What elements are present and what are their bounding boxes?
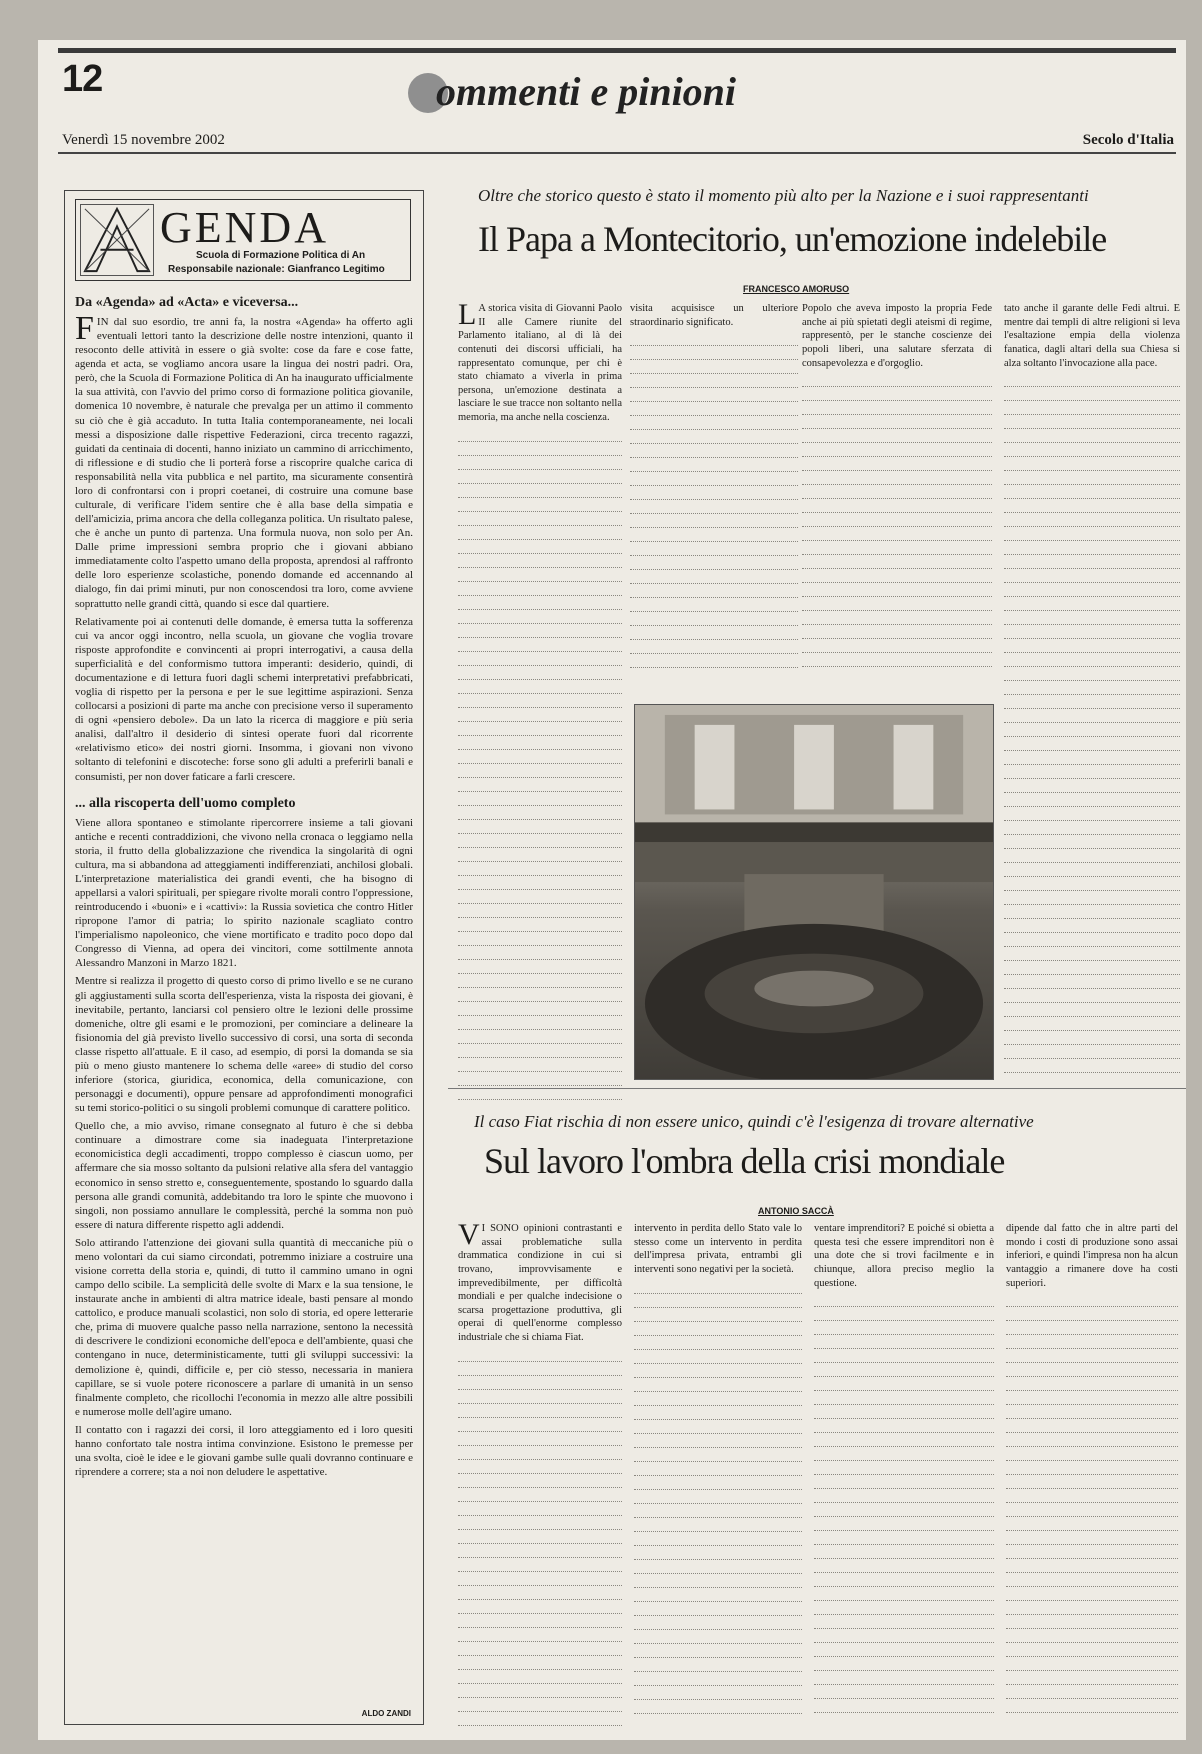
agenda-signature: ALDO ZANDI bbox=[361, 1709, 411, 1718]
agenda-logo-word: GENDA bbox=[160, 203, 329, 252]
agenda-paragraph: Solo attirando l'attenzione dei giovani sulla quantità di meccaniche più o meno volontari da cui siamo circondati, potremmo iniziare a costruire una visione corretta della storia e, quindi, di tutto il cammino umano in ogni campo dello scibile. La semplicità delle svolte di Marx e la sua tensione, le instaurate anche in ambienti di altra matrice ideale, basti pensare al mondo cattolico, e produce manuali scolastici, non solo di storia, ed opere letterarie che, prima di muovere qualche passo nella narrazione, sentono la necessità di descrivere le condizioni economiche dell'epoca e dell'ambiente, quasi che contengano in nuce, deterministicamente, tutti gli sviluppi successivi: la demolizione è, quindi, difficile e, per ciò stesso, necessaria in maniera capillare, se si vuole potere riconoscere a parlare di umanità in un senso finalmente completo, che ricollochi l'economia in mezzo alle altre possibili e numerose molle dell'agire umano. bbox=[75, 1236, 413, 1418]
article1-column-1 bbox=[458, 302, 622, 1124]
article2-column-4 bbox=[1006, 1222, 1178, 1732]
article2-headline: Sul lavoro l'ombra della crisi mondiale bbox=[484, 1141, 1005, 1181]
text-filler bbox=[458, 1349, 622, 1732]
agenda-logo-subtitle: Scuola di Formazione Politica di An bbox=[196, 250, 366, 261]
agenda-paragraph: Viene allora spontaneo e stimolante ripercorrere insieme a tali giovani antiche e recenti contraddizioni, che vivono nella cronaca o leggiamo nella storia, il frutto della globalizzazione che rivendica la singolarità di ogni cultura, ma si abbandona ad atteggiamenti indifferenziati, anchilosi globali. L'interpretazione materialistica dei grandi eventi, che ha bisogno di appellarsi a valori spirituali, per spiegare rivolte morali contro l'oppressione, reintroducendo i «buoni» e i «cattivi»: la Russia sovietica che contro Hitler ripropone l'amor di patria; lo spirito nazionale scagliato contro l'imperialismo napoleonico, che viene mortificato e tradito poco dopo dal Congresso di Vienna, ad opera dei vincitori, come sottilmente annota Alessandro Manzoni in Marzo 1821. bbox=[75, 816, 413, 970]
agenda-logo-responsible: Responsabile nazionale: Gianfranco Legitimo bbox=[168, 264, 385, 275]
page-number: 12 bbox=[62, 58, 103, 100]
agenda-box bbox=[64, 190, 424, 1725]
article1-col2-text: visita acquisisce un ulteriore straordinario significato. bbox=[630, 303, 798, 328]
article2-column-3 bbox=[814, 1222, 994, 1732]
article1-col1-text: A storica visita di Giovanni Paolo II alle Camere riunite del Parlamento italiano, al di là dei contenuti dei discorsi ufficiali, ha rappresentato comunque, per chi è stato chiamato a viverla in prima persona, un'emozione destinata a lasciare le sue tracce non soltanto nella memoria, ma anche nella coscienza. bbox=[458, 303, 622, 424]
agenda-dropcap: F bbox=[75, 310, 94, 347]
agenda-a-graphic bbox=[81, 205, 153, 275]
article2-column-1 bbox=[458, 1222, 622, 1732]
issue-date: Venerdì 15 novembre 2002 bbox=[62, 132, 225, 148]
agenda-paragraph bbox=[75, 310, 413, 611]
text-filler bbox=[630, 333, 798, 668]
article1-byline: FRANCESCO AMORUSO bbox=[743, 284, 850, 294]
masthead: Secolo d'Italia bbox=[1082, 132, 1174, 148]
parliament-photo bbox=[634, 704, 994, 1080]
agenda-a-logo-icon bbox=[80, 204, 154, 276]
article2-col2-text: intervento in perdita dello Stato vale lo stesso come un intervento in perdita dell'impresa privata, entrambi gli interventi sono negativi per la società. bbox=[634, 1223, 802, 1275]
header-rule bbox=[58, 152, 1176, 154]
article2-dropcap: V bbox=[458, 1222, 480, 1251]
article2-column-2 bbox=[634, 1222, 802, 1732]
text-filler bbox=[634, 1281, 802, 1714]
article2-byline: ANTONIO SACCÀ bbox=[758, 1206, 834, 1216]
article1-kicker: Oltre che storico questo è stato il momento più alto per la Nazione e i suoi rappresentanti bbox=[478, 186, 1089, 205]
agenda-paragraph: Quello che, a mio avviso, rimane consegnato al futuro è che si debba continuare a dimostrare come sia inadeguata l'interpretazione economicistica degli accadimenti, troppo complesso è ciascun uomo, per affermare che sia mosso soltanto da pulsioni relative alla sfera del vantaggio economico in senso stretto e, conseguentemente, spostando lo sguardo dalla persona alle grandi comunità, addebitando tra loro le spinte che muovono i singoli, non possiamo annullare le complessità, perché la somma non può essere di natura differente rispetto agli addendi. bbox=[75, 1120, 413, 1231]
agenda-logo bbox=[75, 199, 411, 281]
agenda-paragraph: Relativamente poi ai contenuti delle domande, è emersa tutta la sofferenza cui va ancor oggi incontro, nella scuola, un giovane che voglia trovare risposte approfondite e convincenti ai propri interrogativi, a causa della superficialità e del conformismo tuttora imperanti: desiderio, quindi, di documentazione e di lettura fuori dagli schemi interpretativi prefabbricati, voglia di rispetto per la persona e per le sue legittime aspirazioni. Senza collocarsi a posizioni di parte ma anche con precisione verso il superamento di ogni «pensiero debole». Da un lato la ricerca di maggiore e più seria analisi, dall'altro il desiderio di sintesi operate fuori dal ricorrente «relativismo etico» dei nostri giorni. Insomma, i giovani non vivono soltanto di telefonini e discoteche: forse sono gli adulti a preferirli banali e consumisti, per non dover faticare a farli crescere. bbox=[75, 615, 413, 783]
agenda-paragraph: Il contatto con i ragazzi dei corsi, il loro atteggiamento ed i loro quesiti hanno confortato tale nostra intima convinzione. Esistono le premesse per una svolta, cioè le idee e le giovani gambe sulle quali dovranno continuare e riprendere a correre; sta a noi non deludere le aspettative. bbox=[75, 1423, 413, 1479]
text-filler bbox=[802, 374, 992, 667]
article1-col4-text: tato anche il garante delle Fedi altrui. E mentre dai templi di altre religioni si leva l'esaltazione empia della violenza fanatica, dagli altari della sua Chiesa si alza soltanto l'invocazione alla pace. bbox=[1004, 303, 1180, 369]
article1-col3-text: Popolo che aveva imposto la propria Fede anche ai più spietati degli ateismi di regime, rappresentò, per le stanche coscienze dei popoli liberi, una salutare sferzata di consapevolezza e d'orgoglio. bbox=[802, 303, 992, 369]
agenda-paragraph-text: IN dal suo esordio, tre anni fa, la nostra «Agenda» ha offerto agli eventuali lettori tanto la descrizione delle nostre intenzioni, quanto il resoconto delle attività in essere o già svolte: cose da fare e cose fatte, agenda et acta, se vogliamo ancora usare la lingua dei nostri padri. Ora, però, che la Scuola di Formazione Politica di An ha inaugurato ufficialmente la sua attività, con l'avvio del primo corso di formazione politica giovanile, domenica 10 novembre, è naturale che prevalga per un attimo il commento su ciò che è già accaduto. In tutta Italia contemporaneamente, nei locali messi a disposizione dalle rispettive Federazioni, circa trecento ragazzi, guidati da centinaia di docenti, hanno iniziato un cammino di arricchimento, di riflessione e di studio che li porterà forse a riscoprire qualche carica di responsabilità nella vita pubblica e nel partito, ma sicuramente consentirà loro di confrontarsi con i propri coetanei, di costruire una comune base culturale, di verificare l'idem sentire che è alla base della simpatia e dell'amicizia, prima ancora che della colleganza politica. Un risultato palese, che è anche un punto di partenza. Una formula nuova, non solo per An. Dalle prime impressioni sembra proprio che i giovani abbiano immediatamente colto l'aspetto umano della proposta, aprendosi al raffronto delle loro esperienze scolastiche, ponendo domande ed accennando al dialogo, fin dai primi minuti, pur non conoscendosi tra loro, come avviene soprattutto nelle grandi città, quando si esce dal quartiere. bbox=[75, 316, 413, 610]
section-title bbox=[408, 68, 736, 115]
text-filler bbox=[814, 1294, 994, 1713]
article1-headline: Il Papa a Montecitorio, un'emozione indelebile bbox=[478, 219, 1107, 259]
text-filler bbox=[1004, 374, 1180, 1073]
parliament-photo-graphic bbox=[635, 705, 993, 1079]
article2-kicker: Il caso Fiat rischia di non essere unico, quindi c'è l'esigenza di trovare alternative bbox=[474, 1112, 1034, 1131]
agenda-subheading: ... alla riscoperta dell'uomo completo bbox=[75, 795, 296, 811]
agenda-paragraph: Mentre si realizza il progetto di questo corso di primo livello e se ne curano gli aggiustamenti sulla scorta dell'esperienza, vista la risposta dei giovani, è inevitabile, pertanto, lanciarsi col pensiero oltre le lezioni delle prossime domeniche, oltre gli esami e le promozioni, per cominciare a delineare la fisionomia del già previsto livello successivo di corsi, una sorta di seconda classe rispetto all'attuale. E il caso, ad esempio, di porsi la domanda se sia più o meno giusto mantenere lo schema delle «aree» di studio del corso inferiore (storica, giuridica, economica, della comunicazione, con personaggi e documenti), oppure pensare ad approfondimenti monografici su temi storico-politici o su singoli problemi comunque di carattere politico. bbox=[75, 975, 413, 1115]
newspaper-page bbox=[38, 40, 1186, 1740]
article2-col4-text: dipende dal fatto che in altre parti del mondo i costi di produzione sono assai inferiori, e quindi l'impresa non ha alcun vantaggio a rimanere dove ha costi superiori. bbox=[1006, 1223, 1178, 1289]
section-title-text: ommenti e pinioni bbox=[436, 69, 737, 114]
article1-dropcap: L bbox=[458, 302, 477, 331]
agenda-heading: Da «Agenda» ad «Acta» e viceversa... bbox=[75, 295, 299, 310]
article2-col1-text: I SONO opinioni contrastanti e assai problematiche sulla drammatica condizione in cui si trovano, improvvisamente e imprevedibilmente, per difficoltà mondiali e per qualche indecisione o scarsa progettazione produttiva, gli operai di quell'enorme complesso industriale che si chiama Fiat. bbox=[458, 1223, 622, 1344]
article2-col3-text: ventare imprenditori? E poiché si obietta a questa tesi che essere imprenditori non è una dote che si trovi facilmente e in chiunque, allora preciso meglio la questione. bbox=[814, 1223, 994, 1289]
article1-column-4 bbox=[1004, 302, 1180, 1124]
article1-column-2 bbox=[630, 302, 798, 702]
text-filler bbox=[1006, 1294, 1178, 1713]
article-divider bbox=[448, 1088, 1186, 1089]
article1-column-3 bbox=[802, 302, 992, 702]
top-rule bbox=[58, 48, 1176, 53]
text-filler bbox=[458, 429, 622, 1100]
